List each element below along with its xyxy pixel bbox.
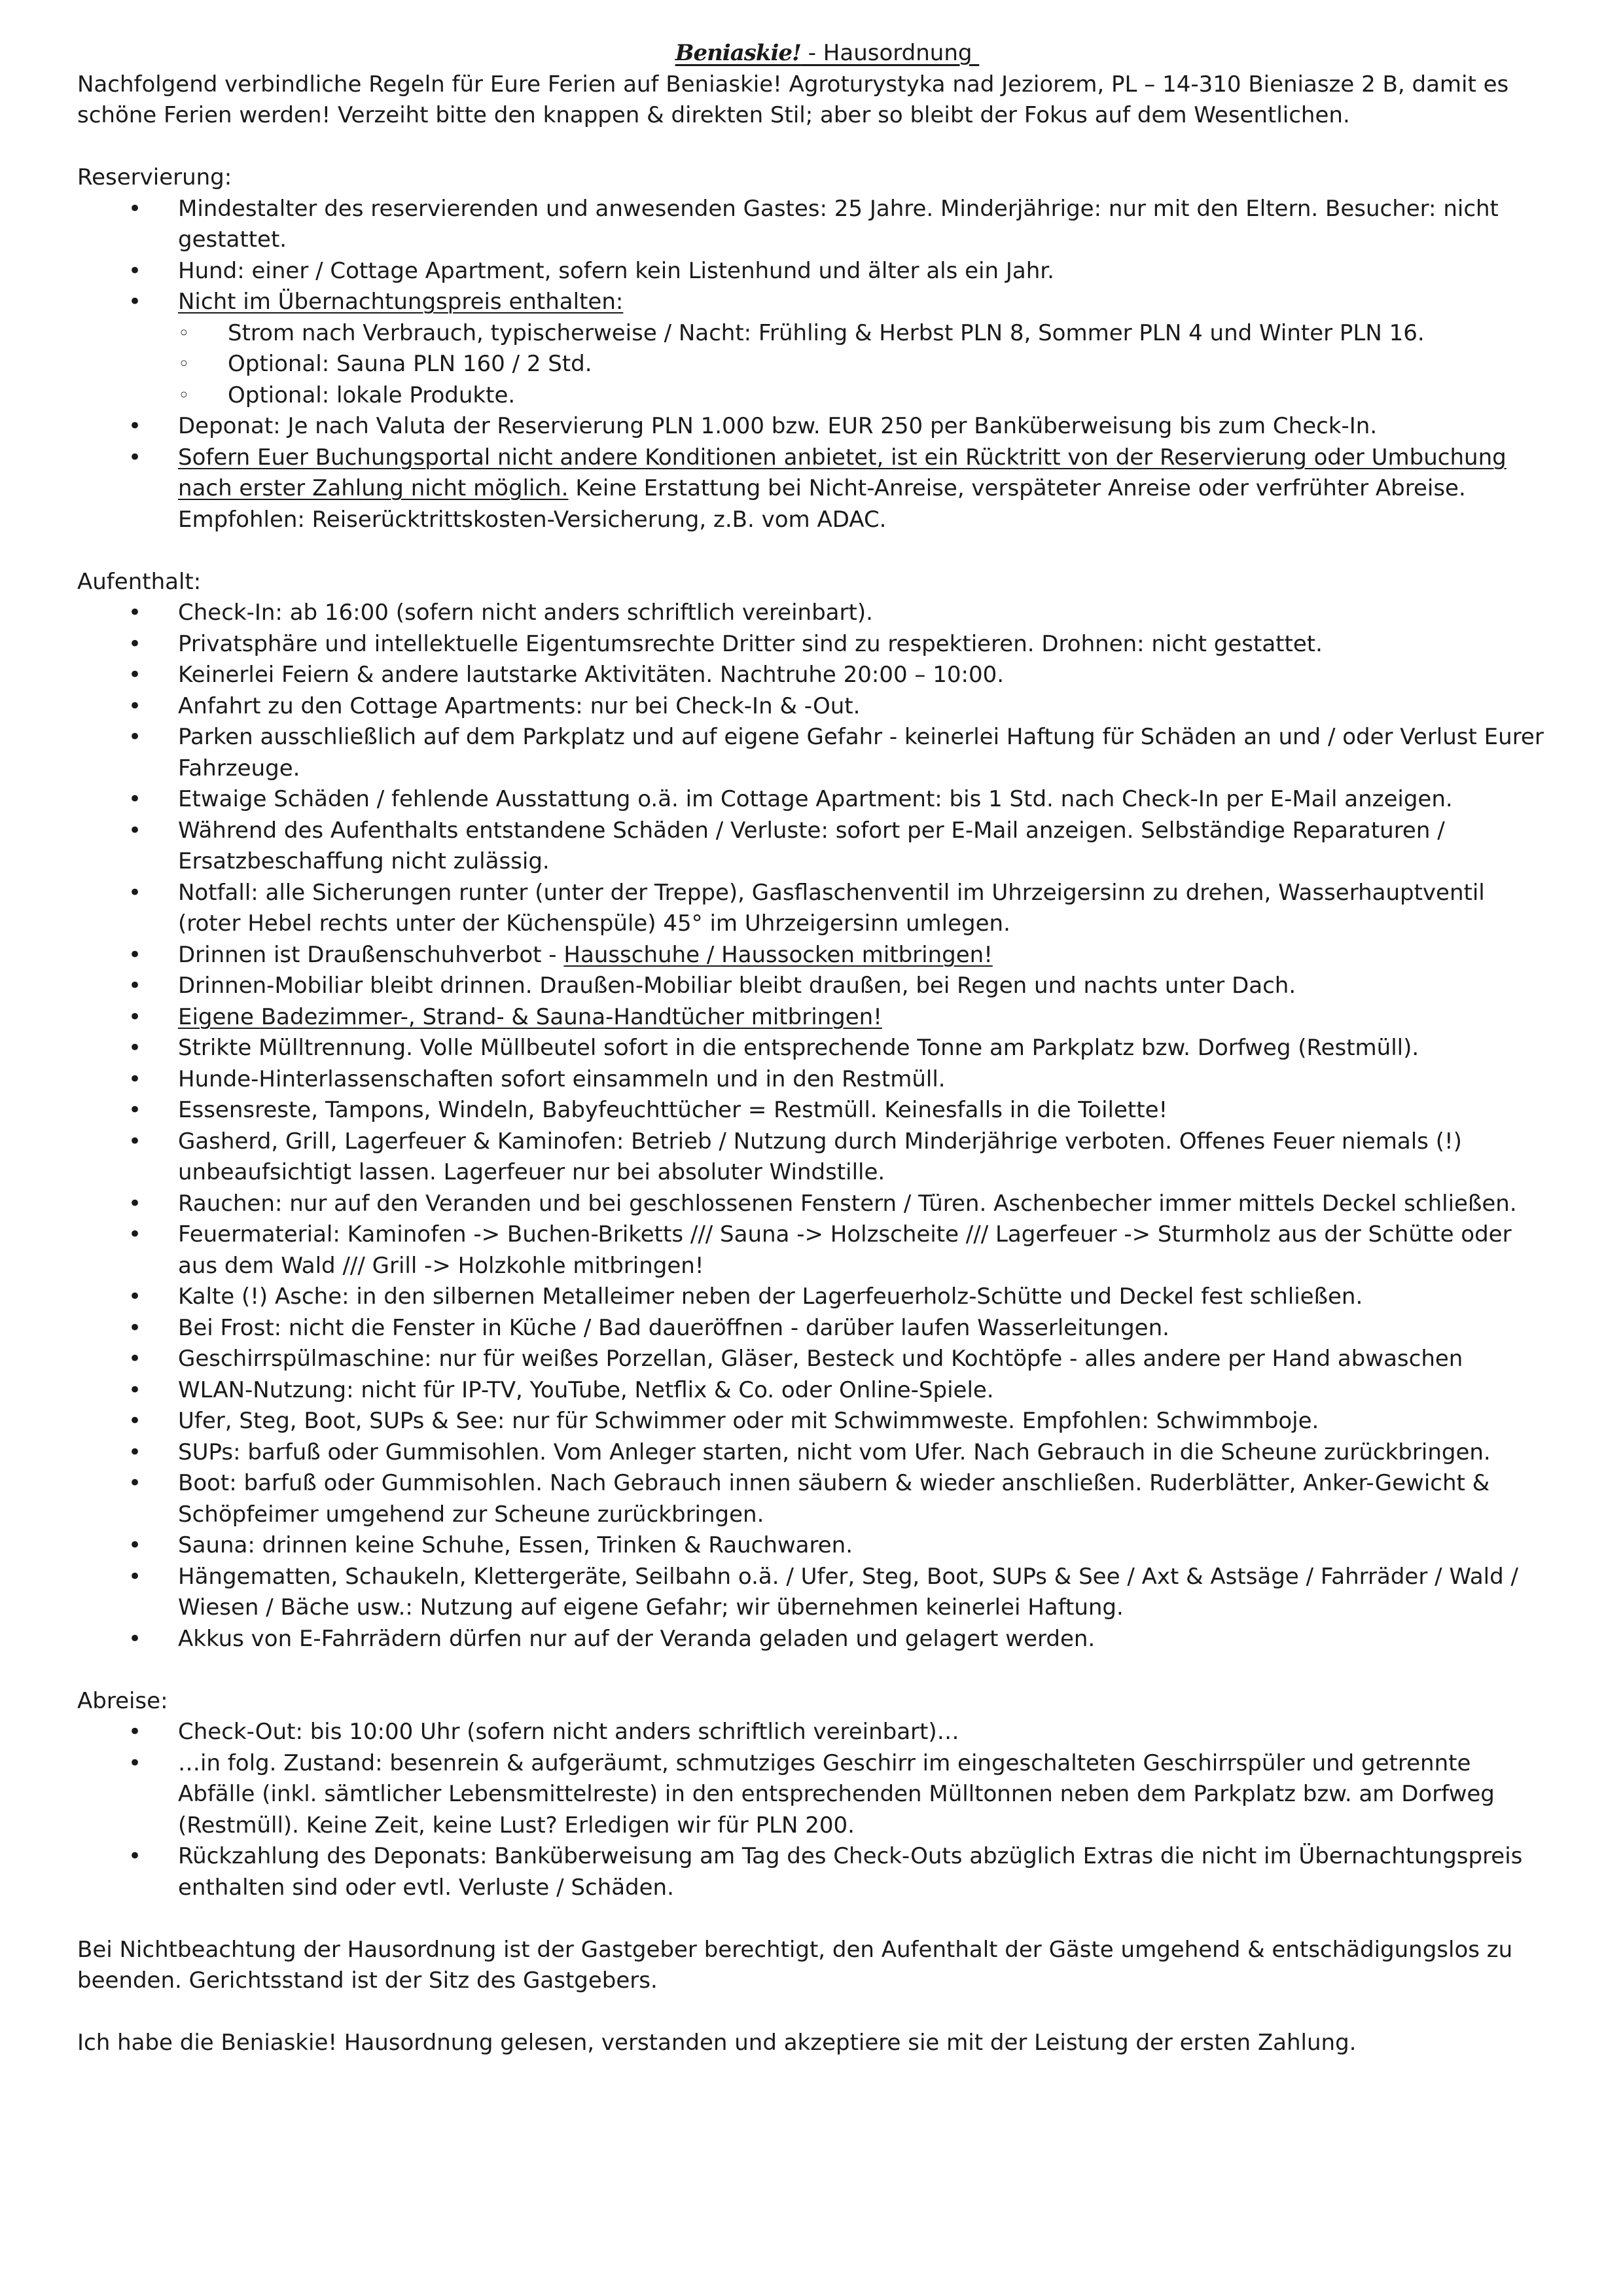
list-item <box>77 940 1551 971</box>
list-item: • Während des Aufenthalts entstandene Schäden / Verluste: sofort per E-Mail anzeigen. Selbständige Reparaturen / Ersatzbeschaffung nicht zulässig. <box>77 816 1551 878</box>
abreise-list <box>77 1717 1551 1903</box>
sub-list-item: ◦ Optional: Sauna PLN 160 / 2 Std. <box>77 349 1551 380</box>
underlined-text: Nicht im Übernachtungspreis enthalten: <box>178 289 624 315</box>
list-item: • Mindestalter des reservierenden und anwesenden Gastes: 25 Jahre. Minderjährige: nur mit den Eltern. Besucher: nicht gestattet. <box>77 194 1551 256</box>
list-item: • Sauna: drinnen keine Schuhe, Essen, Trinken & Rauchwaren. <box>77 1530 1551 1562</box>
acceptance-statement: Ich habe die Beniaskie! Hausordnung gelesen, verstanden und akzeptiere sie mit der Leistung der ersten Zahlung. <box>77 2030 1357 2056</box>
title-text: - Hausordnung <box>800 40 972 66</box>
list-item: • Rückzahlung des Deponats: Banküberweisung am Tag des Check-Outs abzüglich Extras die nicht im Übernachtungspreis enthalten sind oder evtl. Verluste / Schäden. <box>77 1841 1551 1903</box>
document-title <box>77 38 1551 69</box>
list-item-text: Keine Erstattung bei Nicht-Anreise, verspäteter Anreise oder verfrühter Abreise. Empfohlen: Reiserücktrittskosten-Versicherung, z.B. vom ADAC. <box>178 475 1466 533</box>
section-heading-aufenthalt: Aufenthalt: <box>77 568 202 595</box>
list-item: • Boot: barfuß oder Gummisohlen. Nach Gebrauch innen säubern & wieder anschließen. Ruderblätter, Anker-Gewicht & Schöpfeimer umgehend zur Scheune zurückbringen. <box>77 1468 1551 1530</box>
list-item: • Strikte Mülltrennung. Volle Müllbeutel sofort in die entsprechende Tonne am Parkplatz bzw. Dorfweg (Restmüll). <box>77 1033 1551 1064</box>
closing-paragraph: Bei Nichtbeachtung der Hausordnung ist der Gastgeber berechtigt, den Aufenthalt der Gäste umgehend & entschädigungslos zu beenden. Gerichtsstand ist der Sitz des Gastgebers. <box>77 1936 1513 1994</box>
list-item: • Hund: einer / Cottage Apartment, sofern kein Listenhund und älter als ein Jahr. <box>77 256 1551 287</box>
list-item: • SUPs: barfuß oder Gummisohlen. Vom Anleger starten, nicht vom Ufer. Nach Gebrauch in die Scheune zurückbringen. <box>77 1437 1551 1469</box>
list-item: • WLAN-Nutzung: nicht für IP-TV, YouTube, Netflix & Co. oder Online-Spiele. <box>77 1375 1551 1407</box>
list-item: • Feuermaterial: Kaminofen -> Buchen-Briketts /// Sauna -> Holzscheite /// Lagerfeuer -> Sturmholz aus der Schütte oder aus dem Wald /// Grill -> Holzkohle mitbringen! <box>77 1219 1551 1282</box>
sublist <box>178 318 1551 412</box>
sub-list-item: ◦ Strom nach Verbrauch, typischerweise / Nacht: Frühling & Herbst PLN 8, Sommer PLN 4 und Winter PLN 16. <box>77 318 1551 350</box>
list-item: • Check-Out: bis 10:00 Uhr (sofern nicht anders schriftlich vereinbart)… <box>77 1717 1551 1748</box>
list-item: • Anfahrt zu den Cottage Apartments: nur bei Check-In & -Out. <box>77 691 1551 723</box>
list-item: • Essensreste, Tampons, Windeln, Babyfeuchttücher = Restmüll. Keinesfalls in die Toilette! <box>77 1095 1551 1126</box>
underlined-text: Eigene Badezimmer-, Strand- & Sauna-Handtücher mitbringen! <box>178 1003 882 1030</box>
list-item: • Drinnen-Mobiliar bleibt drinnen. Draußen-Mobiliar bleibt draußen, bei Regen und nachts unter Dach. <box>77 971 1551 1002</box>
list-item: • Hunde-Hinterlassenschaften sofort einsammeln und in den Restmüll. <box>77 1064 1551 1096</box>
section-heading-reservierung: Reservierung: <box>77 164 232 190</box>
list-item-text: Drinnen ist Draußenschuhverbot - <box>178 941 564 968</box>
sub-list-item: ◦ Optional: lokale Produkte. <box>77 380 1551 412</box>
list-item: • Bei Frost: nicht die Fenster in Küche / Bad daueröffnen - darüber laufen Wasserleitungen. <box>77 1313 1551 1344</box>
list-item: • Notfall: alle Sicherungen runter (unter der Treppe), Gasflaschenventil im Uhrzeigersinn zu drehen, Wasserhauptventil (roter Hebel rechts unter der Küchenspüle) 45° im Uhrzeigersinn umlegen. <box>77 878 1551 940</box>
aufenthalt-list <box>77 598 1551 1655</box>
intro-paragraph: Nachfolgend verbindliche Regeln für Eure Ferien auf Beniaskie! Agroturystyka nad Jeziorem, PL – 14-310 Bieniasze 2 B, damit es schöne Ferien werden! Verzeiht bitte den knappen & direkten Stil; aber so bleibt der Fokus auf dem Wesentlichen. <box>77 71 1509 128</box>
list-item: • Geschirrspülmaschine: nur für weißes Porzellan, Gläser, Besteck und Kochtöpfe - alles andere per Hand abwaschen <box>77 1344 1551 1375</box>
list-item: • Akkus von E-Fahrrädern dürfen nur auf der Veranda geladen und gelagert werden. <box>77 1624 1551 1655</box>
list-item: • Kalte (!) Asche: in den silbernen Metalleimer neben der Lagerfeuerholz-Schütte und Deckel fest schließen. <box>77 1282 1551 1313</box>
list-item: • Check-In: ab 16:00 (sofern nicht anders schriftlich vereinbart). <box>77 598 1551 629</box>
underlined-text: Sofern Euer Buchungsportal nicht andere Konditionen anbietet, ist ein Rücktritt von der Reservierung oder Umbuchung nach erster Zahlung nicht möglich. <box>178 444 1507 501</box>
underlined-text: Hausschuhe / Haussocken mitbringen! <box>563 941 993 968</box>
list-item: • …in folg. Zustand: besenrein & aufgeräumt, schmutziges Geschirr im eingeschalteten Geschirrspüler und getrennte Abfälle (inkl. sämtlicher Lebensmittelreste) in den entsprechenden Mülltonnen neben dem Parkplatz bzw. am Dorfweg (Restmüll). Keine Zeit, keine Lust? Erledigen wir für PLN 200. <box>77 1748 1551 1842</box>
list-item: • Keinerlei Feiern & andere lautstarke Aktivitäten. Nachtruhe 20:00 – 10:00. <box>77 660 1551 691</box>
list-item <box>77 287 1551 411</box>
list-item <box>77 1002 1551 1033</box>
list-item: • Hängematten, Schaukeln, Klettergeräte, Seilbahn o.ä. / Ufer, Steg, Boot, SUPs & See / Axt & Astsäge / Fahrräder / Wald / Wiesen / Bäche usw.: Nutzung auf eigene Gefahr; wir übernehmen keinerlei Haftung. <box>77 1562 1551 1624</box>
section-heading-abreise: Abreise: <box>77 1687 168 1714</box>
list-item: • Rauchen: nur auf den Veranden und bei geschlossenen Fenstern / Türen. Aschenbecher immer mittels Deckel schließen. <box>77 1189 1551 1220</box>
list-item: • Ufer, Steg, Boot, SUPs & See: nur für Schwimmer oder mit Schwimmweste. Empfohlen: Schwimmboje. <box>77 1406 1551 1437</box>
list-item: • Etwaige Schäden / fehlende Ausstattung o.ä. im Cottage Apartment: bis 1 Std. nach Check-In per E-Mail anzeigen. <box>77 784 1551 816</box>
brand-logo-text: Beniaskie! <box>675 40 801 66</box>
list-item: • Gasherd, Grill, Lagerfeuer & Kaminofen: Betrieb / Nutzung durch Minderjährige verboten. Offenes Feuer niemals (!) unbeaufsichtigt lassen. Lagerfeuer nur bei absoluter Windstille. <box>77 1126 1551 1189</box>
reservierung-list <box>77 194 1551 536</box>
list-item <box>77 442 1551 536</box>
list-item: • Deponat: Je nach Valuta der Reservierung PLN 1.000 bzw. EUR 250 per Banküberweisung bis zum Check-In. <box>77 411 1551 442</box>
list-item: • Parken ausschließlich auf dem Parkplatz und auf eigene Gefahr - keinerlei Haftung für Schäden an und / oder Verlust Eurer Fahrzeuge. <box>77 722 1551 784</box>
list-item: • Privatsphäre und intellektuelle Eigentumsrechte Dritter sind zu respektieren. Drohnen: nicht gestattet. <box>77 629 1551 660</box>
